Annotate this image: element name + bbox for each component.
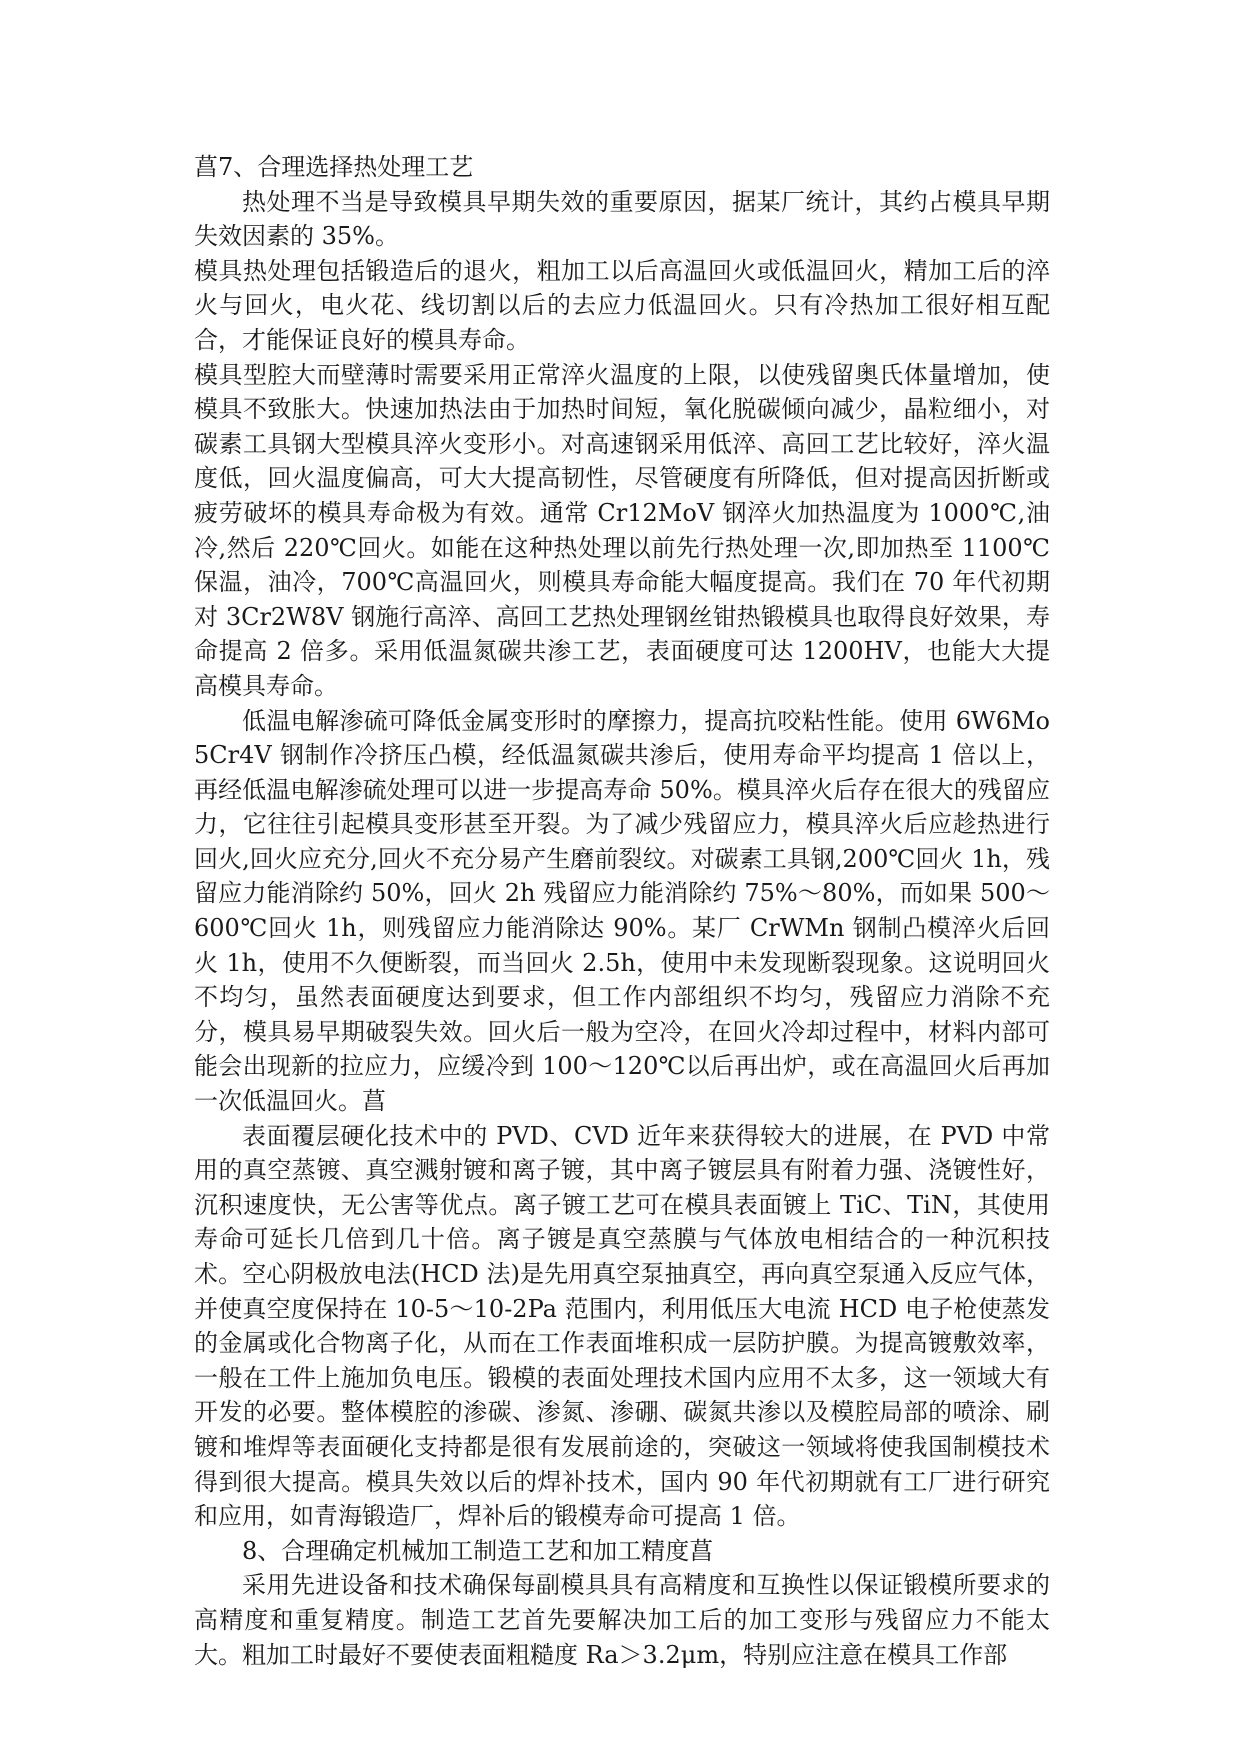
paragraph-surface-coating: 表面覆层硬化技术中的 PVD、CVD 近年来获得较大的进展，在 PVD 中常用的真空蒸镀、真空溅射镀和离子镀，其中离子镀层具有附着力强、浇镀性好，沉积速度快，无公害等优点。离子镀工艺可在模具表面镀上 TiC、TiN，其使用寿命可延长几倍到几十倍。离子镀是真空蒸膜与气体放电相结合的一种沉积技术。空心阴极放电法(HCD 法)是先用真空泵抽真空，再向真空泵通入反应气体，并使真空度保持在 10-5～10-2Pa 范围内，利用低压大电流 HCD 电子枪使蒸发的金属或化合物离子化，从而在工作表面堆积成一层防护膜。为提高镀敷效率，一般在工件上施加负电压。锻模的表面处理技术国内应用不太多，这一领域大有开发的必要。整体模腔的渗碳、渗氮、渗硼、碳氮共渗以及模腔局部的喷涂、刷镀和堆焊等表面硬化支持都是很有发展前途的，突破这一领域将使我国制模技术得到很大提高。模具失效以后的焊补技术，国内 90 年代初期就有工厂进行研究和应用，如青海锻造厂，焊补后的锻模寿命可提高 1 倍。: [194, 1121, 1050, 1531]
paragraph-sulfurizing-tempering: 低温电解渗硫可降低金属变形时的摩擦力，提高抗咬粘性能。使用 6W6Mo5Cr4V 钢制作冷挤压凸模，经低温氮碳共渗后，使用寿命平均提高 1 倍以上，再经低温电解渗硫处理可以进一步提高寿命 50%。模具淬火后存在很大的残留应力，它往往引起模具变形甚至开裂。为了减少残留应力，模具淬火后应趁热进行回火,回火应充分,回火不充分易产生磨前裂纹。对碳素工具钢,200℃回火 1h，残留应力能消除约 50%，回火 2h 残留应力能消除约 75%～80%，而如果 500～600℃回火 1h，则残留应力能消除达 90%。某厂 CrWMn 钢制凸模淬火后回火 1h，使用不久便断裂，而当回火 2.5h，使用中未发现断裂现象。这说明回火不均匀，虽然表面硬度达到要求，但工作内部组织不均匀，残留应力消除不充分，模具易早期破裂失效。回火后一般为空冷，在回火冷却过程中，材料内部可能会出现新的拉应力，应缓冷到 100～120℃以后再出炉，或在高温回火后再加一次低温回火。菖: [194, 706, 1050, 1116]
document-page: [194, 150, 1050, 1672]
paragraph-heat-treatment-cause: 热处理不当是导致模具早期失效的重要原因，据某厂统计，其约占模具早期失效因素的 35%。: [194, 187, 1050, 251]
section-heading-7: 菖7、合理选择热处理工艺: [194, 153, 474, 181]
section-heading-8: 8、合理确定机械加工制造工艺和加工精度菖: [242, 1536, 714, 1565]
paragraph-heat-treatment-steps: 模具热处理包括锻造后的退火，粗加工以后高温回火或低温回火，精加工后的淬火与回火，电火花、线切割以后的去应力低温回火。只有冷热加工很好相互配合，才能保证良好的模具寿命。: [194, 256, 1050, 354]
paragraph-machining-precision: 采用先进设备和技术确保每副模具具有高精度和互换性以保证锻模所要求的高精度和重复精度。制造工艺首先要解决加工后的加工变形与残留应力不能太大。粗加工时最好不要使表面粗糙度 Ra＞3.2μm，特别应注意在模具工作部: [194, 1571, 1050, 1669]
paragraph-quenching-methods: 模具型腔大而壁薄时需要采用正常淬火温度的上限，以使残留奥氏体量增加，使模具不致胀大。快速加热法由于加热时间短，氧化脱碳倾向减少，晶粒细小，对碳素工具钢大型模具淬火变形小。对高速钢采用低淬、高回工艺比较好，淬火温度低，回火温度偏高，可大大提高韧性，尽管硬度有所降低，但对提高因折断或疲劳破坏的模具寿命极为有效。通常 Cr12MoV 钢淬火加热温度为 1000℃,油冷,然后 220℃回火。如能在这种热处理以前先行热处理一次,即加热至 1100℃保温，油冷，700℃高温回火，则模具寿命能大幅度提高。我们在 70 年代初期对 3Cr2W8V 钢施行高淬、高回工艺热处理钢丝钳热锻模具也取得良好效果，寿命提高 2 倍多。采用低温氮碳共渗工艺，表面硬度可达 1200HV，也能大大提高模具寿命。: [194, 360, 1050, 700]
